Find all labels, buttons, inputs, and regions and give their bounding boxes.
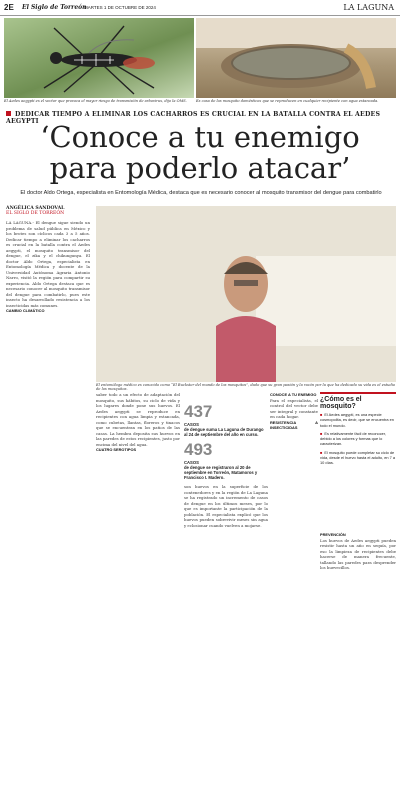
mosquito-photo	[4, 18, 194, 98]
issue-date: MARTES 1 DE OCTUBRE DE 2024	[84, 5, 156, 10]
byline	[6, 206, 64, 216]
subhead-prevencion: PREVENCIÓN	[320, 532, 346, 537]
author-outlet: EL SIGLO DE TORREÓN	[6, 211, 65, 216]
stat-label-unit: CASOS	[184, 422, 199, 427]
entomologist-photo	[96, 206, 396, 382]
subhead-resistencia: RESISTENCIA A INSECTICIDAS	[270, 419, 318, 430]
stat-label	[184, 422, 264, 437]
container-photo	[196, 18, 396, 98]
kicker-square-icon	[6, 111, 11, 116]
stat-label-unit: CASOS	[184, 460, 199, 465]
page-number: 2E	[4, 3, 14, 12]
subheadline: El doctor Aldo Ortega, especialista en Entomología Médica, destaca que es necesario conocer al mosquito transmisor del dengue para combatirlo	[20, 190, 382, 196]
stat-box	[184, 402, 264, 437]
sidebar-list	[320, 412, 396, 466]
stat-number: 493	[184, 440, 213, 459]
stat-label	[184, 460, 264, 480]
stat-label-text: de dengue suma La Laguna de Durango al 24 de septiembre del año en curso.	[184, 427, 264, 437]
sidebar-item-text: Es relativamente fácil de reconocer, debido a los colores y formas que lo caracterizan.	[320, 430, 386, 447]
subhead-cuatro-serotipos: CUATRO SEROTIPOS	[96, 447, 137, 452]
sidebar-item-text: El Aedes aegypti, es una especie cosmopolita, es decir, que se encuentra en todo el mundo.	[320, 412, 394, 428]
headline	[0, 122, 400, 184]
headline-line-2: para poderlo atacar’	[49, 151, 351, 185]
stat-box	[184, 440, 264, 480]
bullet-icon: ■	[320, 449, 323, 455]
sidebar-item	[320, 450, 396, 466]
bullet-icon: ■	[320, 430, 323, 436]
article-column-2	[96, 392, 180, 453]
sidebar-item	[320, 412, 396, 428]
article-column-4	[270, 392, 318, 431]
article-column-1	[6, 220, 90, 314]
subhead-cambio-climatico: CAMBIO CLIMÁTICO	[6, 308, 45, 313]
stat-label-text: de dengue se registraron al 20 de septiembre en Torreón, Matamoros y Francisco I. Madero.	[184, 465, 258, 480]
article-paragraph: saber todo a un efecto de adaptación del mosquito, sus hábitos, su ciclo de vida y los lugares donde pone sus huevos. El Aedes aegypti se reproduce en recipientes con agua limpia y estancada, como cubetas, llantas, floreros y tinacos que se encuentran en los patios de las casas. La hembra deposita sus huevos en las paredes de estos recipientes, justo por encima del nivel del agua.	[96, 392, 180, 447]
page-header	[0, 0, 400, 16]
sidebar-item-text: El mosquito puede completar su ciclo de vida, desde el huevo hasta el adulto, en 7 a 10 días.	[320, 449, 396, 466]
stat-number: 437	[184, 402, 213, 421]
sidebar-title: ¿Cómo es el mosquito?	[320, 396, 362, 410]
article-paragraph: son huevos en la superficie de los contenedores y en la región de La Laguna se ha registrado un incremento de casos de dengue en los últimos meses, por lo que es importante la participación de la población. El especialista explicó que los huevos pueden sobrevivir meses sin agua y eclosionar cuando vuelven a mojarse.	[184, 484, 268, 528]
sidebar-box	[320, 392, 396, 528]
publication-logo: El Siglo de Torreón	[22, 4, 87, 11]
article-paragraph: Para el especialista, el control del vector debe ser integral y constante en cada hogar.	[270, 397, 318, 419]
container-photo-caption: Es cosa de los mosquito domésticos que se reproducen en cualquier recipiente con agua estancada.	[196, 99, 379, 103]
sidebar-item	[320, 431, 396, 447]
section-name: LA LAGUNA	[343, 3, 394, 12]
article-paragraph: Los huevos de Aedes aegypti pueden resistir hasta un año en sequía, por eso la limpieza de recipientes debe hacerse de manera frecuente, tallando las paredes para desprender los huevecillos.	[320, 537, 396, 570]
entomologist-photo-caption: El entomólogo médico es conocido como “El Buckster del mundo de los mosquitos”, dado que su gran pasión y la razón por la que ha dedicado su vida es el estudio de los mosquitos.	[96, 383, 396, 391]
mosquito-photo-caption: El Aedes aegypti es el vector que provoca el mayor riesgo de transmisión de arbovirus, dijo la OMS.	[4, 99, 187, 103]
article-column-3	[184, 484, 268, 528]
headline-line-1: ‘Conoce a tu enemigo	[40, 120, 360, 154]
article-paragraph: LA LAGUNA.- El dengue sigue siendo un problema de salud pública en México y los brotes son cíclicos cada 3 a 5 años. Dedicar tiempo a eliminar los cacharros es crucial en la batalla contra el Aedes aegypti, el mosquito transmisor del dengue, el zika y el chikungunya. El doctor Aldo Ortega, especialista en Entomología Médica y docente de la Universidad Autónoma Agraria Antonio Narro, visitó la región para compartir su experiencia. Aldo Ortega destaca que es necesario conocer al mosquito transmisor del dengue para combatirlo, pues este insecto ha desarrollado resistencia a los insecticidas más comunes.	[6, 220, 90, 308]
article-column-5	[320, 532, 396, 571]
subhead-conoce: CONOCE A TU ENEMIGO	[270, 392, 317, 397]
kicker-text: DEDICAR TIEMPO A ELIMINAR LOS CACHARROS ES CRUCIAL EN LA BATALLA CONTRA EL AEDES AEGYPTI	[6, 111, 381, 125]
author-name: ANGÉLICA SANDOVAL	[6, 206, 65, 211]
bullet-icon: ■	[320, 412, 323, 417]
